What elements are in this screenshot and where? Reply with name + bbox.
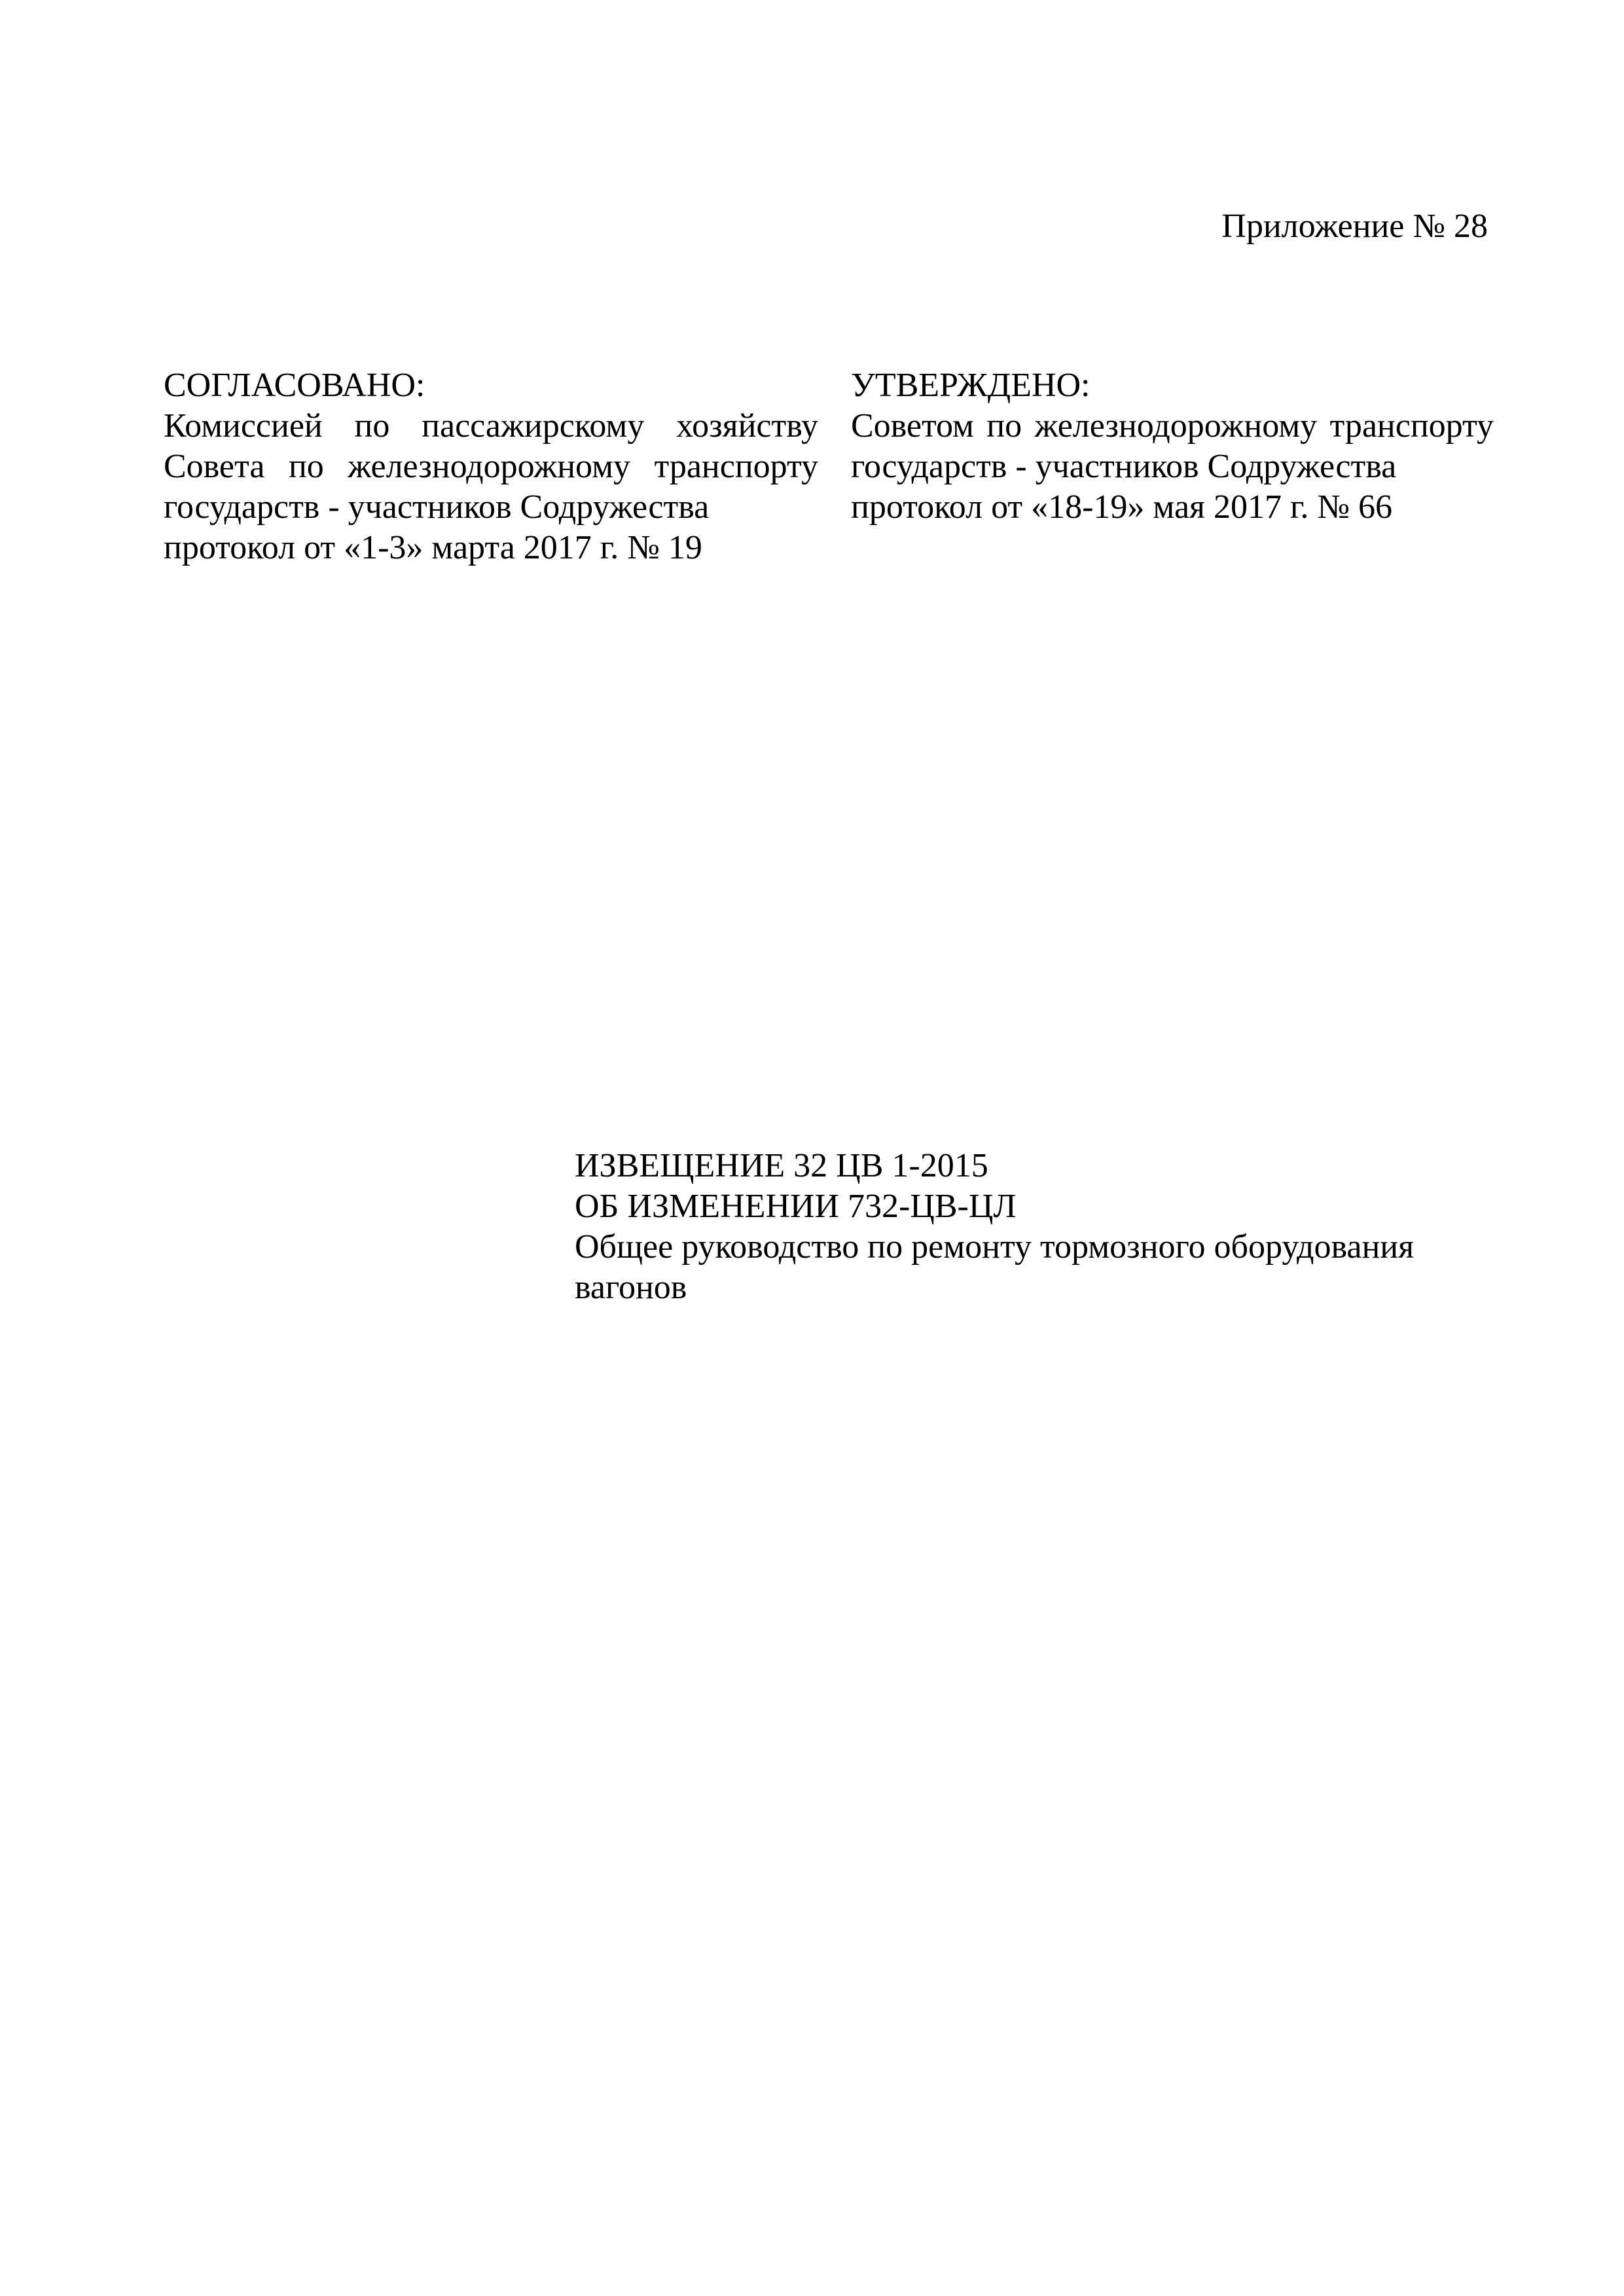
appendix-number: Приложение № 28 [1221,208,1488,245]
agreed-protocol: протокол от «1-3» марта 2017 г. № 19 [164,529,702,566]
notice-title: ИЗВЕЩЕНИЕ 32 ЦВ 1-2015 [575,1147,988,1184]
approved-heading: УТВЕРЖДЕНО: [851,367,1091,404]
approved-protocol: протокол от «18-19» мая 2017 г. № 66 [851,488,1393,526]
notice-description: Общее руководство по ремонту тормозного оборудования вагонов [575,1228,1415,1306]
approved-block [851,365,1494,528]
agreed-heading: СОГЛАСОВАНО: [164,367,425,404]
agreed-body: Комиссией по пассажирскому хозяйству Совета по железнодорожному транспорту государств - участников Содружества [164,407,818,526]
notice-block [575,1146,1504,1308]
agreed-block [164,365,818,568]
approved-body: Советом по железнодорожному транспорту государств - участников Содружества [851,407,1494,485]
notice-subtitle: ОБ ИЗМЕНЕНИИ 732-ЦВ-ЦЛ [575,1188,1017,1225]
